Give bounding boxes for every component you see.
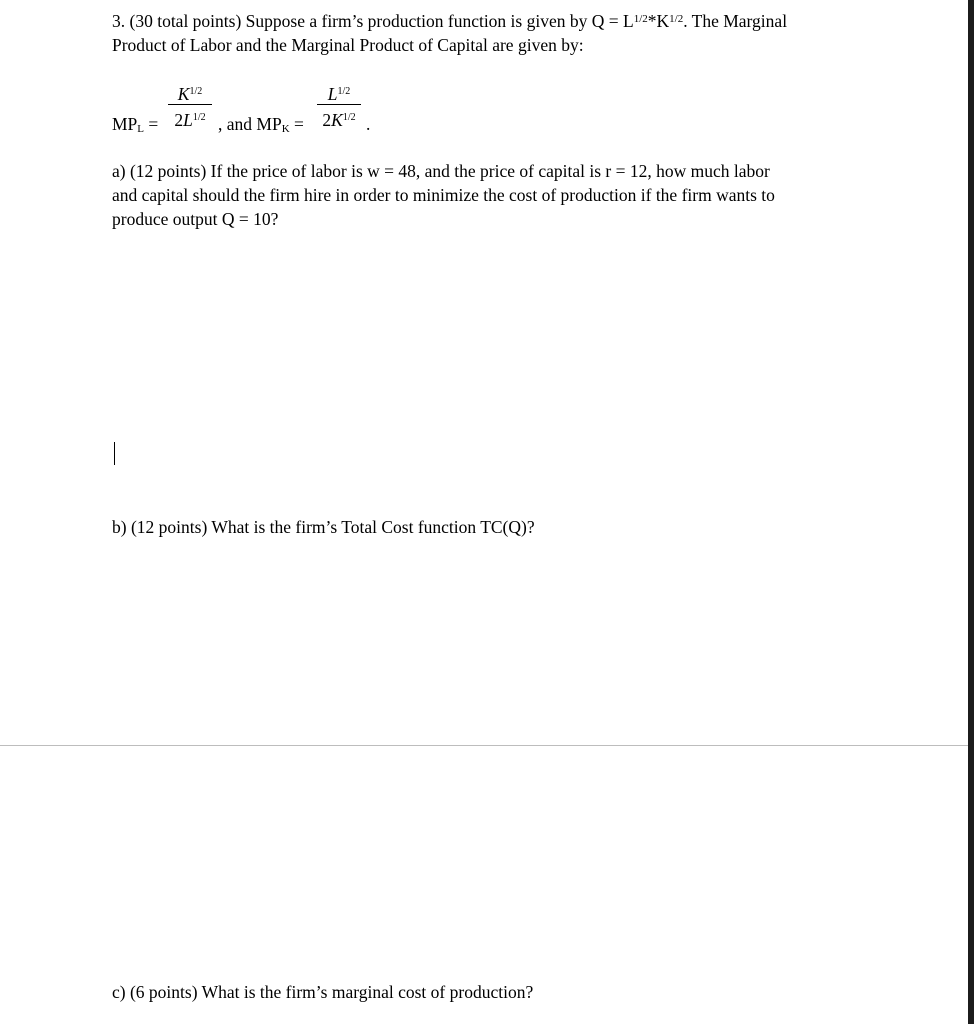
question-3-line-1 <box>112 7 787 33</box>
question-3-line-1-end: . The Marginal <box>683 11 788 31</box>
mpk-denominator <box>317 108 361 130</box>
mpl-den-exponent: 1/2 <box>192 112 206 123</box>
part-a-line-3: produce output Q = 10? <box>112 209 279 229</box>
mpl-den-base: L <box>183 110 193 130</box>
mpl-label <box>112 114 158 139</box>
text-cursor[interactable] <box>114 442 115 465</box>
mpl-den-coefficient: 2 <box>174 110 184 130</box>
mpk-label <box>218 114 304 139</box>
question-3-line-2: Product of Labor and the Marginal Product of Capital are given by: <box>112 35 584 55</box>
mpl-num-base: K <box>177 84 190 104</box>
mpk-numerator <box>317 82 361 104</box>
mpl-denominator <box>168 108 212 130</box>
mpl-num-exponent: 1/2 <box>189 86 203 97</box>
mpl-equals: = <box>144 114 159 134</box>
window-edge <box>968 0 974 1024</box>
mpl-numerator <box>168 82 212 104</box>
formula-period: . <box>366 114 371 134</box>
part-b-prompt: b) (12 points) What is the firm’s Total Cost function TC(Q)? <box>112 517 535 537</box>
mpl-fraction-bar <box>168 104 212 105</box>
mpk-den-base: K <box>331 110 343 130</box>
exponent-l: 1/2 <box>633 13 648 25</box>
marginal-product-formulas <box>112 82 512 138</box>
part-a-line-2: and capital should the firm hire in order to minimize the cost of production if the firm wants to <box>112 185 775 205</box>
page-break-line <box>0 745 968 746</box>
mpl-subscript: L <box>137 123 145 135</box>
part-a-prompt <box>112 159 775 231</box>
mpl-main: MP <box>112 114 138 134</box>
mpk-den-coefficient: 2 <box>322 110 332 130</box>
and-mpk-text: , and MP <box>218 114 282 134</box>
part-c-prompt: c) (6 points) What is the firm’s marginal cost of production? <box>112 982 534 1002</box>
mpk-subscript: K <box>281 123 290 135</box>
multiply-k: *K <box>647 11 670 31</box>
mpk-num-base: L <box>327 84 338 104</box>
question-3-text: 3. (30 total points) Suppose a firm’s production function is given by Q = L <box>112 11 634 31</box>
mpk-den-exponent: 1/2 <box>342 112 356 123</box>
part-a-line-1: a) (12 points) If the price of labor is w = 48, and the price of capital is r = 12, how much labor <box>112 161 770 181</box>
mpk-num-exponent: 1/2 <box>337 86 351 97</box>
mpk-equals: = <box>289 114 304 134</box>
mpk-fraction-bar <box>317 104 361 105</box>
exponent-k: 1/2 <box>669 13 684 25</box>
question-3-prompt <box>112 7 787 57</box>
